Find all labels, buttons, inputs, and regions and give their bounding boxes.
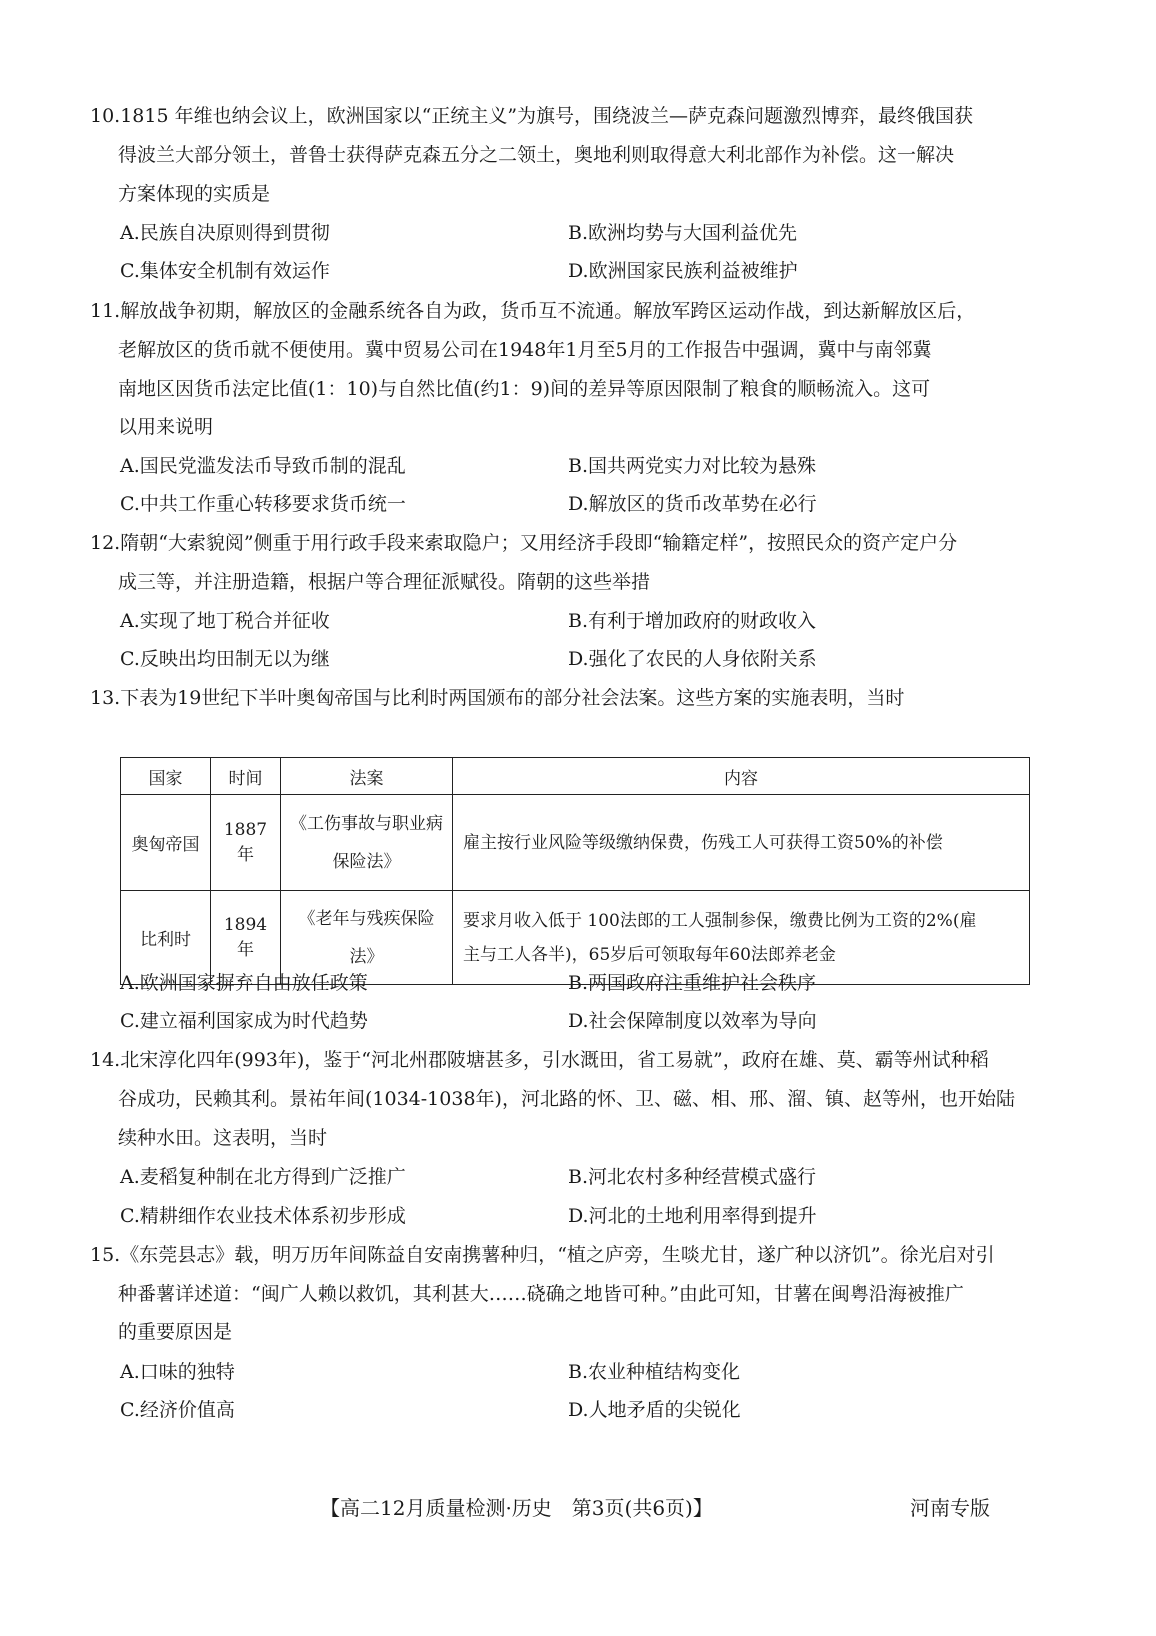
question-13-option-d[interactable]: D.社会保障制度以效率为导向 [568, 1010, 817, 1032]
question-14-option-d[interactable]: D.河北的土地利用率得到提升 [568, 1205, 817, 1227]
social-law-table [120, 757, 1030, 985]
question-14-option-c[interactable]: C.精耕细作农业技术体系初步形成 [120, 1205, 406, 1227]
question-15-option-c[interactable]: C.经济价值高 [120, 1399, 235, 1421]
question-14-option-a[interactable]: A.麦稻复种制在北方得到广泛推广 [120, 1166, 406, 1188]
table-header-cell: 内容 [453, 758, 1030, 795]
question-12-option-a[interactable]: A.实现了地丁税合并征收 [120, 610, 330, 632]
question-11-option-b[interactable]: B.国共两党实力对比较为悬殊 [568, 455, 817, 477]
question-15-stem-line: 的重要原因是 [118, 1321, 233, 1343]
question-10-option-d[interactable]: D.欧洲国家民族利益被维护 [568, 260, 798, 282]
question-10-option-a[interactable]: A.民族自决原则得到贯彻 [120, 222, 330, 244]
question-12-stem-line: 12.隋朝“大索貌阅”侧重于用行政手段来索取隐户；又用经济手段即“输籍定样”，按照民众的资产定户分 [90, 532, 958, 554]
question-15-option-d[interactable]: D.人地矛盾的尖锐化 [568, 1399, 741, 1421]
question-12-stem-line: 成三等，并注册造籍，根据户等合理征派赋役。隋朝的这些举措 [118, 571, 651, 593]
question-12-option-b[interactable]: B.有利于增加政府的财政收入 [568, 610, 817, 632]
question-11-stem-line: 南地区因货币法定比值(1：10)与自然比值(约1：9)间的差异等原因限制了粮食的顺畅流入。这可 [118, 378, 931, 400]
content-line: 雇主按行业风险等级缴纳保费，伤残工人可获得工资50%的补偿 [463, 832, 943, 853]
table-header-cell: 时间 [211, 758, 281, 795]
table-header-cell: 国家 [121, 758, 211, 795]
table-cell-country: 比利时 [121, 891, 211, 985]
law-name-line: 《老年与残疾保险法》 [298, 908, 435, 967]
question-14-stem-line: 谷成功，民赖其利。景祐年间(1034-1038年)，河北路的怀、卫、磁、相、邢、溜、镇、赵等州，也开始陆 [118, 1088, 1015, 1110]
question-11-stem-line: 老解放区的货币就不便使用。冀中贸易公司在1948年1月至5月的工作报告中强调，冀中与南邻冀 [118, 339, 932, 361]
question-14-option-b[interactable]: B.河北农村多种经营模式盛行 [568, 1166, 817, 1188]
question-10-stem-line: 10.1815 年维也纳会议上，欧洲国家以“正统主义”为旗号，围绕波兰—萨克森问题激烈博弈，最终俄国获 [90, 105, 974, 127]
question-13-stem-line: 13.下表为19世纪下半叶奥匈帝国与比利时两国颁布的部分社会法案。这些方案的实施表明，当时 [90, 687, 905, 709]
table-header-row [121, 758, 1030, 795]
edition-label: 河南专版 [910, 1496, 990, 1520]
question-10-option-c[interactable]: C.集体安全机制有效运作 [120, 260, 330, 282]
question-14-stem-line: 14.北宋淳化四年(993年)，鉴于“河北州郡陂塘甚多，引水溉田，省工易就”，政府在雄、莫、霸等州试种稻 [90, 1049, 989, 1071]
law-name-line: 《工伤事故与职业病 [290, 813, 443, 834]
question-13-option-b[interactable]: B.两国政府注重维护社会秩序 [568, 972, 817, 994]
content-line: 要求月收入低于 100法郎的工人强制参保，缴费比例为工资的2%(雇 [463, 910, 977, 931]
question-13-option-c[interactable]: C.建立福利国家成为时代趋势 [120, 1010, 368, 1032]
table-cell-year: 1894年 [211, 891, 281, 985]
question-11-stem-line: 以用来说明 [118, 416, 214, 438]
question-10-stem-line: 得波兰大部分领土，普鲁士获得萨克森五分之二领土，奥地利则取得意大利北部作为补偿。这一解决 [118, 144, 955, 166]
question-10-stem-line: 方案体现的实质是 [118, 183, 271, 205]
question-11-option-c[interactable]: C.中共工作重心转移要求货币统一 [120, 493, 406, 515]
question-15-stem-line: 15.《东莞县志》载，明万历年间陈益自安南携薯种归，“植之庐旁，生啖尤甘，遂广种以济饥”。徐光启对引 [90, 1244, 995, 1266]
table-cell-content [453, 795, 1030, 891]
content-line: 主与工人各半)，65岁后可领取每年60法郎养老金 [463, 944, 836, 965]
table-cell-law [281, 795, 453, 891]
question-14-stem-line: 续种水田。这表明，当时 [118, 1127, 328, 1149]
question-15-stem-line: 种番薯详述道：“闽广人赖以救饥，其利甚大……硗确之地皆可种。”由此可知，甘薯在闽粤沿海被推广 [118, 1283, 964, 1305]
question-11-option-d[interactable]: D.解放区的货币改革势在必行 [568, 493, 817, 515]
law-name-line: 保险法》 [332, 851, 401, 872]
question-11-stem-line: 11.解放战争初期，解放区的金融系统各自为政，货币互不流通。解放军跨区运动作战，到达新解放区后， [90, 300, 976, 322]
question-12-option-c[interactable]: C.反映出均田制无以为继 [120, 648, 330, 670]
table-row [121, 795, 1030, 891]
question-11-option-a[interactable]: A.国民党滥发法币导致币制的混乱 [120, 455, 406, 477]
question-12-option-d[interactable]: D.强化了农民的人身依附关系 [568, 648, 817, 670]
table-cell-country: 奥匈帝国 [121, 795, 211, 891]
table-header-cell: 法案 [281, 758, 453, 795]
question-10-option-b[interactable]: B.欧洲均势与大国利益优先 [568, 222, 798, 244]
question-15-option-b[interactable]: B.农业种植结构变化 [568, 1361, 741, 1383]
question-15-option-a[interactable]: A.口味的独特 [120, 1361, 235, 1383]
page-footer: 【高二12月质量检测·历史 第3页(共6页)】 [320, 1496, 713, 1520]
table-cell-year: 1887年 [211, 795, 281, 891]
question-13-option-a[interactable]: A.欧洲国家摒弃自由放任政策 [120, 972, 368, 994]
